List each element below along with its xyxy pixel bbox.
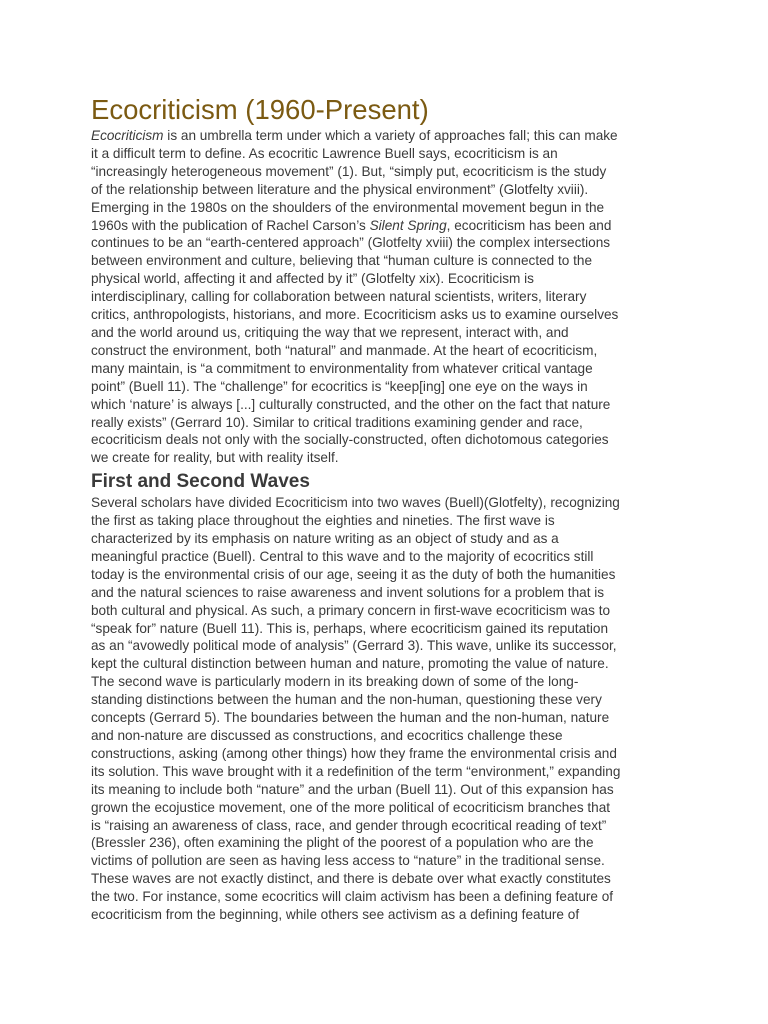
body-paragraph [91, 494, 677, 924]
text-line: standing distinctions between the human and the non-human, questioning these very [91, 692, 602, 708]
text-line: (Bressler 236), often examining the plight of the poorest of a population who are the [91, 835, 594, 851]
text-line: the two. For instance, some ecocritics will claim activism has been a defining feature of [91, 889, 614, 905]
text-line: These waves are not exactly distinct, and there is debate over what exactly constitutes [91, 871, 611, 887]
text-line: of the relationship between literature and the physical environment” (Glotfelty xviii). [91, 181, 589, 197]
text-line: and the natural sciences to raise awareness and invent solutions for a problem that is [91, 584, 605, 600]
text-line: Emerging in the 1980s on the shoulders of the environmental movement begun in the [91, 199, 605, 215]
text-line: ecocriticism from the beginning, while others see activism as a defining feature of [91, 907, 580, 923]
text-line: critics, anthropologists, historians, and more. Ecocriticism asks us to examine ourselves [91, 307, 619, 323]
text-line: kept the cultural distinction between human and nature, promoting the value of nature. [91, 656, 609, 672]
text-line: and non-nature are discussed as constructions, and ecocritics challenge these [91, 728, 563, 743]
text-line: construct the environment, both “natural” and manmade. At the heart of ecocriticism, [91, 342, 598, 358]
text-line: point” (Buell 11). The “challenge” for ecocritics is “keep[ing] one eye on the ways in [91, 378, 588, 394]
text-line: “speak for” nature (Buell 11). This is, perhaps, where ecocriticism gained its reputation [91, 620, 609, 636]
text-line: grown the ecojustice movement, one of the more political of ecocriticism branches that [91, 799, 611, 815]
text-line: really exists” (Gerrard 10). Similar to critical traditions examining gender and race, [91, 414, 583, 430]
text-line: interdisciplinary, calling for collaboration between natural scientists, writers, literary [91, 289, 587, 305]
text-line: constructions, asking (among other things) how they frame the environmental crisis and [91, 745, 617, 761]
text-line: victims of pollution are seen as having less access to “nature” in the traditional sense. [91, 853, 605, 869]
text-line: it a difficult term to define. As ecocritic Lawrence Buell says, ecocriticism is an [91, 145, 558, 161]
text-line: many maintain, is “a commitment to environmentality from whatever critical vantage [91, 360, 593, 376]
text-line: meaningful practice (Buell). Central to this wave and to the majority of ecocritics still [91, 548, 594, 564]
intro-paragraph [91, 127, 677, 467]
text-line: Ecocriticism is an umbrella term under which a variety of approaches fall; this can make [91, 128, 618, 143]
text-line: we create for reality, but with reality itself. [91, 450, 339, 466]
page-title: Ecocriticism (1960-Present) [91, 94, 429, 125]
text-line: physical world, affecting it and affected by it” (Glotfelty xix). Ecocriticism is [91, 271, 534, 287]
text-line: continues to be an “earth-centered approach” (Glotfelty xviii) the complex intersections [91, 235, 611, 251]
section-heading: First and Second Waves [91, 471, 310, 493]
text-line: is “raising an awareness of class, race, and gender through ecocritical reading of text” [91, 817, 607, 833]
document-page [91, 93, 677, 924]
text-line: The second wave is particularly modern in its breaking down of some of the long- [91, 674, 579, 690]
text-line: its meaning to include both “nature” and the urban (Buell 11). Out of this expansion has [91, 781, 614, 797]
text-line: concepts (Gerrard 5). The boundaries between the human and the non-human, nature [91, 710, 610, 726]
text-line: ecocriticism deals not only with the socially-constructed, often dichotomous categories [91, 432, 609, 448]
text-line: characterized by its emphasis on nature writing as an object of study and as a [91, 531, 559, 547]
text-line: both cultural and physical. As such, a primary concern in first-wave ecocriticism was to [91, 602, 611, 618]
text-line: between environment and culture, believing that “human culture is connected to the [91, 253, 593, 269]
text-line: which ‘nature’ is always [...] culturally constructed, and the other on the fact that nature [91, 396, 611, 412]
text-line: 1960s with the publication of Rachel Carson’s Silent Spring, ecocriticism has been and [91, 217, 612, 233]
italic-title: Silent Spring [369, 217, 447, 233]
italic-title: Ecocriticism [91, 128, 164, 143]
text-line: Several scholars have divided Ecocriticism into two waves (Buell)(Glotfelty), recognizing [91, 495, 620, 511]
text-line: as an “avowedly political mode of analysis” (Gerrard 3). This wave, unlike its successor, [91, 638, 617, 654]
text-line: today is the environmental crisis of our age, seeing it as the duty of both the humanities [91, 566, 616, 582]
text-line: the first as taking place throughout the eighties and nineties. The first wave is [91, 513, 555, 529]
text-line: “increasingly heterogeneous movement” (1). But, “simply put, ecocriticism is the study [91, 163, 607, 179]
text-line: its solution. This wave brought with it a redefinition of the term “environment,” expanding [91, 763, 621, 779]
text-line: and the world around us, critiquing the way that we represent, interact with, and [91, 324, 569, 340]
